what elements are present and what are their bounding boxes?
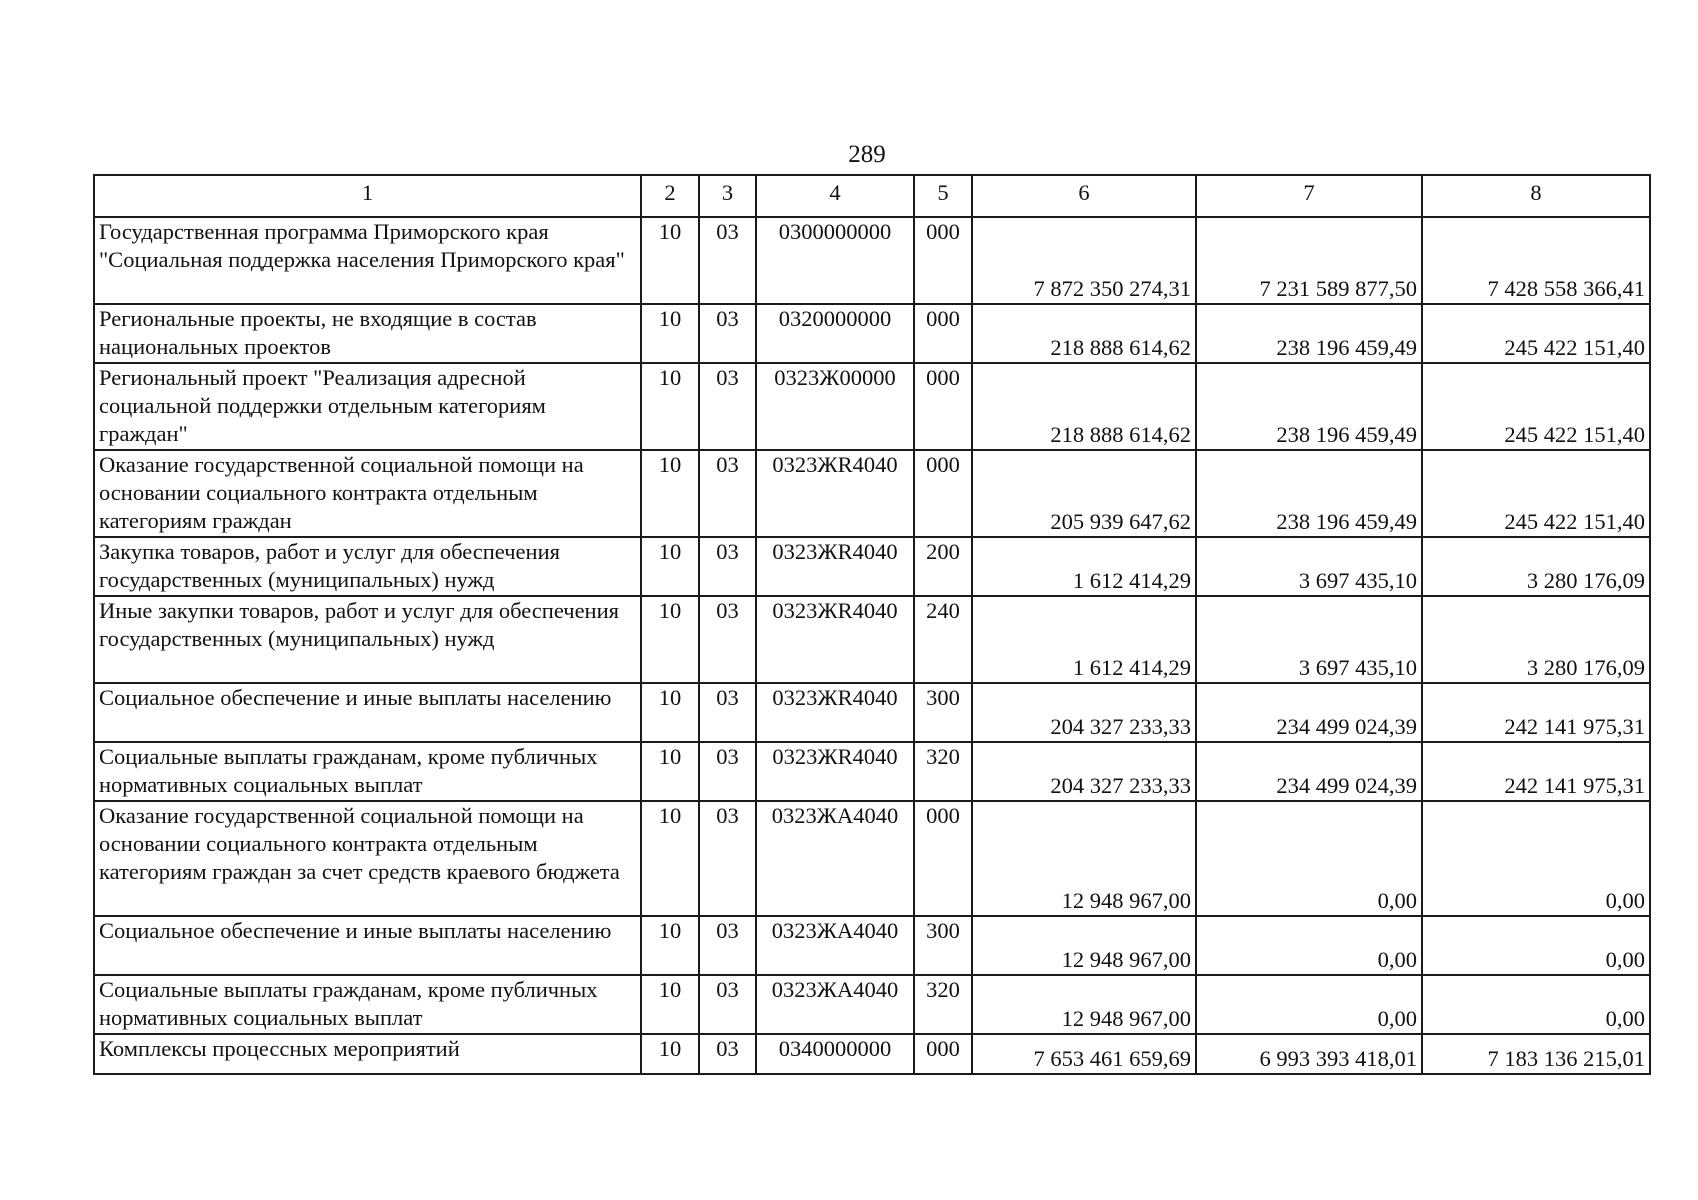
subsection-code: 03 (699, 304, 756, 363)
header-cell: 2 (641, 175, 699, 217)
amount-col-6: 205 939 647,62 (972, 450, 1196, 537)
subsection-code: 03 (699, 363, 756, 450)
expense-type-code: 240 (914, 596, 972, 683)
amount-col-8: 3 280 176,09 (1422, 537, 1650, 596)
section-code: 10 (641, 304, 699, 363)
amount-col-6: 7 653 461 659,69 (972, 1034, 1196, 1074)
amount-col-6: 1 612 414,29 (972, 596, 1196, 683)
expense-type-code: 320 (914, 742, 972, 801)
section-code: 10 (641, 801, 699, 916)
row-label: Иные закупки товаров, работ и услуг для обеспечения государственных (муниципальных) нужд (94, 596, 641, 683)
expense-type-code: 000 (914, 304, 972, 363)
amount-col-7: 238 196 459,49 (1196, 363, 1422, 450)
row-label: Комплексы процессных мероприятий (94, 1034, 641, 1074)
amount-col-6: 218 888 614,62 (972, 304, 1196, 363)
amount-col-8: 7 428 558 366,41 (1422, 217, 1650, 304)
target-article-code: 0340000000 (756, 1034, 914, 1074)
expense-type-code: 300 (914, 916, 972, 975)
amount-col-7: 234 499 024,39 (1196, 742, 1422, 801)
amount-col-6: 218 888 614,62 (972, 363, 1196, 450)
expense-type-code: 320 (914, 975, 972, 1034)
amount-col-7: 3 697 435,10 (1196, 537, 1422, 596)
budget-table (93, 174, 1651, 1075)
table-row (94, 742, 1650, 801)
table-row (94, 801, 1650, 916)
section-code: 10 (641, 683, 699, 742)
table-row (94, 916, 1650, 975)
amount-col-7: 0,00 (1196, 801, 1422, 916)
row-label: Оказание государственной социальной помощи на основании социального контракта отдельным категориям граждан (94, 450, 641, 537)
amount-col-7: 238 196 459,49 (1196, 450, 1422, 537)
subsection-code: 03 (699, 1034, 756, 1074)
amount-col-7: 238 196 459,49 (1196, 304, 1422, 363)
target-article-code: 0323ЖА4040 (756, 801, 914, 916)
amount-col-8: 7 183 136 215,01 (1422, 1034, 1650, 1074)
expense-type-code: 200 (914, 537, 972, 596)
target-article-code: 0323Ж00000 (756, 363, 914, 450)
amount-col-7: 234 499 024,39 (1196, 683, 1422, 742)
row-label: Закупка товаров, работ и услуг для обеспечения государственных (муниципальных) нужд (94, 537, 641, 596)
table-row (94, 304, 1650, 363)
section-code: 10 (641, 450, 699, 537)
subsection-code: 03 (699, 916, 756, 975)
table-body (94, 175, 1650, 1074)
target-article-code: 0320000000 (756, 304, 914, 363)
row-label: Оказание государственной социальной помощи на основании социального контракта отдельным категориям граждан за счет средств краевого бюджета (94, 801, 641, 916)
amount-col-7: 0,00 (1196, 975, 1422, 1034)
expense-type-code: 000 (914, 801, 972, 916)
subsection-code: 03 (699, 450, 756, 537)
row-label: Социальные выплаты гражданам, кроме публичных нормативных социальных выплат (94, 742, 641, 801)
header-cell: 5 (914, 175, 972, 217)
target-article-code: 0323ЖR4040 (756, 683, 914, 742)
row-label: Региональные проекты, не входящие в состав национальных проектов (94, 304, 641, 363)
amount-col-7: 7 231 589 877,50 (1196, 217, 1422, 304)
section-code: 10 (641, 975, 699, 1034)
amount-col-8: 0,00 (1422, 975, 1650, 1034)
section-code: 10 (641, 217, 699, 304)
header-cell: 3 (699, 175, 756, 217)
target-article-code: 0300000000 (756, 217, 914, 304)
amount-col-8: 245 422 151,40 (1422, 363, 1650, 450)
amount-col-6: 12 948 967,00 (972, 975, 1196, 1034)
target-article-code: 0323ЖR4040 (756, 450, 914, 537)
amount-col-8: 3 280 176,09 (1422, 596, 1650, 683)
amount-col-6: 204 327 233,33 (972, 742, 1196, 801)
expense-type-code: 000 (914, 1034, 972, 1074)
target-article-code: 0323ЖА4040 (756, 916, 914, 975)
subsection-code: 03 (699, 683, 756, 742)
amount-col-6: 12 948 967,00 (972, 916, 1196, 975)
table-row (94, 975, 1650, 1034)
target-article-code: 0323ЖА4040 (756, 975, 914, 1034)
subsection-code: 03 (699, 217, 756, 304)
header-cell: 8 (1422, 175, 1650, 217)
section-code: 10 (641, 363, 699, 450)
amount-col-8: 245 422 151,40 (1422, 450, 1650, 537)
target-article-code: 0323ЖR4040 (756, 537, 914, 596)
row-label: Региональный проект "Реализация адресной социальной поддержки отдельным категориям граждан" (94, 363, 641, 450)
amount-col-8: 0,00 (1422, 801, 1650, 916)
page-number: 289 (848, 141, 886, 168)
table-row (94, 450, 1650, 537)
amount-col-7: 0,00 (1196, 916, 1422, 975)
row-label: Государственная программа Приморского края "Социальная поддержка населения Приморского края" (94, 217, 641, 304)
table-row (94, 596, 1650, 683)
section-code: 10 (641, 537, 699, 596)
row-label: Социальное обеспечение и иные выплаты населению (94, 916, 641, 975)
header-cell: 7 (1196, 175, 1422, 217)
table-row (94, 217, 1650, 304)
amount-col-7: 3 697 435,10 (1196, 596, 1422, 683)
expense-type-code: 000 (914, 217, 972, 304)
subsection-code: 03 (699, 975, 756, 1034)
row-label: Социальные выплаты гражданам, кроме публичных нормативных социальных выплат (94, 975, 641, 1034)
amount-col-6: 204 327 233,33 (972, 683, 1196, 742)
amount-col-8: 242 141 975,31 (1422, 742, 1650, 801)
amount-col-6: 12 948 967,00 (972, 801, 1196, 916)
amount-col-6: 7 872 350 274,31 (972, 217, 1196, 304)
header-cell: 4 (756, 175, 914, 217)
expense-type-code: 300 (914, 683, 972, 742)
subsection-code: 03 (699, 596, 756, 683)
target-article-code: 0323ЖR4040 (756, 596, 914, 683)
subsection-code: 03 (699, 801, 756, 916)
target-article-code: 0323ЖR4040 (756, 742, 914, 801)
amount-col-8: 0,00 (1422, 916, 1650, 975)
header-cell: 1 (94, 175, 641, 217)
expense-type-code: 000 (914, 450, 972, 537)
table-row (94, 1034, 1650, 1074)
section-code: 10 (641, 1034, 699, 1074)
section-code: 10 (641, 742, 699, 801)
subsection-code: 03 (699, 537, 756, 596)
amount-col-8: 245 422 151,40 (1422, 304, 1650, 363)
column-number-header-row (94, 175, 1650, 217)
amount-col-7: 6 993 393 418,01 (1196, 1034, 1422, 1074)
section-code: 10 (641, 596, 699, 683)
subsection-code: 03 (699, 742, 756, 801)
table-row (94, 537, 1650, 596)
table-row (94, 363, 1650, 450)
row-label: Социальное обеспечение и иные выплаты населению (94, 683, 641, 742)
section-code: 10 (641, 916, 699, 975)
amount-col-8: 242 141 975,31 (1422, 683, 1650, 742)
amount-col-6: 1 612 414,29 (972, 537, 1196, 596)
table-row (94, 683, 1650, 742)
expense-type-code: 000 (914, 363, 972, 450)
header-cell: 6 (972, 175, 1196, 217)
